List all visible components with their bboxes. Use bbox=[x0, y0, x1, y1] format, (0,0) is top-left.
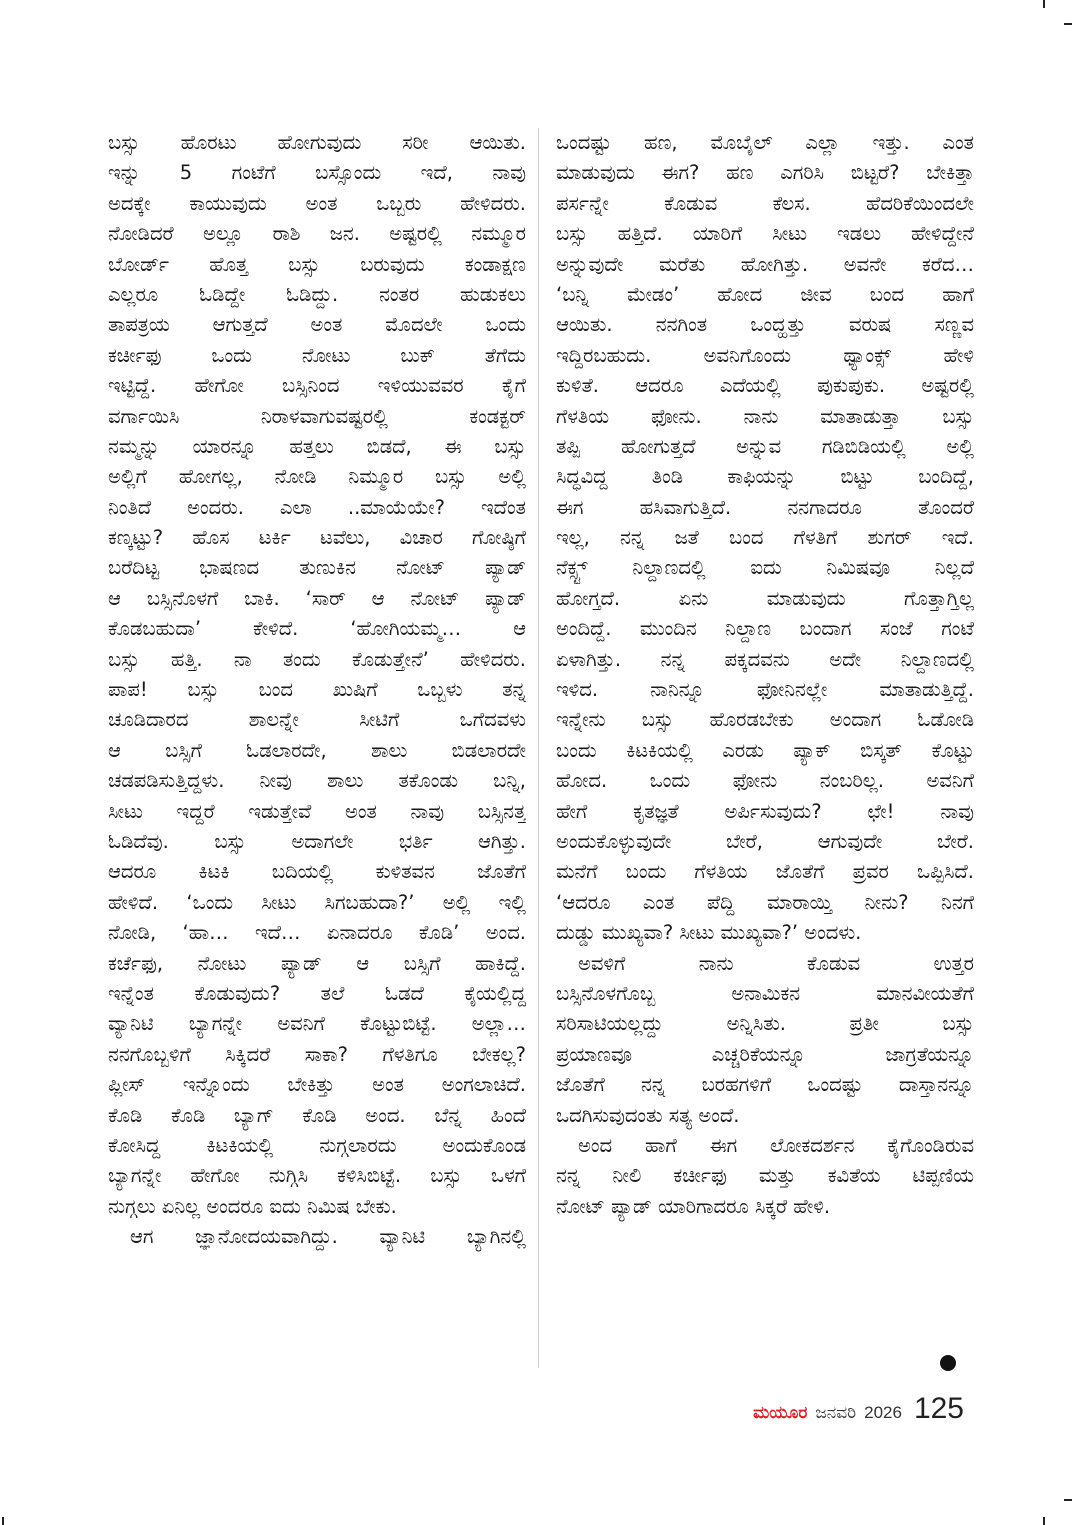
text-line: ತಾಪತ್ರಯ ಆಗುತ್ತದೆ ಅಂತ ಮೊದಲೇ ಒಂದು bbox=[108, 313, 526, 337]
text-line: ಆ ಬಸ್ಸಿನೊಳಗೆ ಬಾಕಿ. ‘ಸಾರ್ ಆ ನೋಟ್ ಪ್ಯಾಡ್ bbox=[108, 586, 526, 610]
text-line: ಚಡಪಡಿಸುತ್ತಿದ್ದಳು. ನೀವು ಶಾಲು ತಕೊಂಡು ಬನ್ನಿ, bbox=[108, 769, 526, 793]
text-line: ಅದಕ್ಕೇ ಕಾಯುವುದು ಅಂತ ಒಬ್ಬರು ಹೇಳಿದರು. bbox=[108, 191, 526, 215]
text-line: ದುಡ್ಡು ಮುಖ್ಯವಾ? ಸೀಟು ಮುಖ್ಯವಾ?’ ಅಂದಳು. bbox=[556, 921, 862, 945]
text-line: ಮನೆಗೆ ಬಂದು ಗೆಳತಿಯ ಜೊತೆಗೆ ಪ್ರವರ ಒಪ್ಪಿಸಿದೆ. bbox=[556, 860, 974, 884]
text-line: ಬರೆದಿಟ್ಟ ಭಾಷಣದ ತುಣುಕಿನ ನೋಟ್ ಪ್ಯಾಡ್ bbox=[108, 556, 526, 580]
text-line: ನುಗ್ಗಲು ಏನಿಲ್ಲ ಅಂದರೂ ಐದು ನಿಮಿಷ ಬೇಕು. bbox=[108, 1194, 397, 1218]
text-line: ಪ್ಲೀಸ್ ಇನ್ನೊಂದು ಬೇಕಿತ್ತು ಅಂತ ಅಂಗಲಾಚಿದೆ. bbox=[108, 1073, 526, 1097]
text-line: ಆದರೂ ಕಿಟಕಿ ಬದಿಯಲ್ಲಿ ಕುಳಿತವನ ಜೊತೆಗೆ bbox=[108, 860, 526, 884]
text-line: ಪ್ರಯಾಣವೂ ಎಚ್ಚರಿಕೆಯನ್ನೂ ಜಾಗ್ರತೆಯನ್ನೂ bbox=[556, 1042, 974, 1066]
text-line: ವ್ಯಾನಿಟಿ ಬ್ಯಾಗನ್ನೇ ಅವನಿಗೆ ಕೊಟ್ಟುಬಿಟ್ಟೆ. ಅಲ್ಲಾ… bbox=[108, 1012, 526, 1036]
text-line: ಇನ್ನೆಂತ ಕೊಡುವುದು? ತಲೆ ಓಡದೆ ಕೈಯಲ್ಲಿದ್ದ bbox=[108, 981, 526, 1005]
text-line: ನಮ್ಮನ್ನು ಯಾರನ್ನೂ ಹತ್ತಲು ಬಿಡದೆ, ಈ ಬಸ್ಸು bbox=[108, 434, 526, 458]
text-line: ನನ್ನ ನೀಲಿ ಕರ್ಚೀಫು ಮತ್ತು ಕವಿತೆಯ ಟಿಪ್ಪಣಿಯ bbox=[556, 1164, 974, 1188]
text-line: ಓಡಿದೆವು. ಬಸ್ಸು ಅದಾಗಲೇ ಭರ್ತಿ ಆಗಿತ್ತು. bbox=[108, 829, 526, 853]
text-line: ಕೋಸಿದ್ದ ಕಿಟಕಿಯಲ್ಲಿ ನುಗ್ಗಲಾರದು ಅಂದುಕೊಂಡ bbox=[108, 1133, 526, 1157]
text-line: ಒಂದಷ್ಟು ಹಣ, ಮೊಬೈಲ್ ಎಲ್ಲಾ ಇತ್ತು. ಎಂತ bbox=[556, 131, 974, 154]
text-line: ನೋಟ್ ಪ್ಯಾಡ್ ಯಾರಿಗಾದರೂ ಸಿಕ್ಕರೆ ಹೇಳಿ. bbox=[556, 1194, 831, 1218]
page-number: 125 bbox=[913, 1392, 964, 1425]
text-line: ಕೊಡಿ ಕೊಡಿ ಬ್ಯಾಗ್ ಕೊಡಿ ಅಂದ. ಬೆನ್ನ ಹಿಂದೆ bbox=[108, 1103, 526, 1127]
text-line: ಬ್ಯಾಗನ್ನೇ ಹೇಗೋ ನುಗ್ಗಿಸಿ ಕಳಿಸಿಬಿಟ್ಟೆ. ಬಸ್ಸು ಒಳಗೆ bbox=[108, 1164, 526, 1188]
text-line: ‘ಬನ್ನಿ ಮೇಡಂ’ ಹೋದ ಜೀವ ಬಂದ ಹಾಗೆ bbox=[556, 282, 974, 306]
text-line: ಇಲ್ಲ, ನನ್ನ ಜತೆ ಬಂದ ಗೆಳತಿಗೆ ಶುಗರ್ ಇದೆ. bbox=[556, 526, 974, 550]
text-line: ‘ಆದರೂ ಎಂತ ಪೆದ್ದಿ ಮಾರಾಯ್ತಿ ನೀನು? ನಿನಗೆ bbox=[556, 890, 974, 914]
text-line: ಚೂಡಿದಾರದ ಶಾಲನ್ನೇ ಸೀಟಿಗೆ ಒಗೆದವಳು bbox=[108, 708, 526, 732]
text-line: ಹೇಗೆ ಕೃತಜ್ಞತೆ ಅರ್ಪಿಸುವುದು? ಛೇ! ನಾವು bbox=[556, 799, 974, 823]
text-line: ಕರ್ಚೀಫು ಒಂದು ನೋಟು ಬುಕ್ ತೆಗೆದು bbox=[108, 343, 526, 367]
text-line: ಹೋದ. ಒಂದು ಫೋನು ನಂಬರಿಲ್ಲ. ಅವನಿಗೆ bbox=[556, 769, 974, 793]
text-line: ಕೊಡಬಹುದಾ’ ಕೇಳಿದೆ. ‘ಹೋಗಿಯಮ್ಮ… ಆ bbox=[108, 617, 526, 641]
issue-year: 2026 bbox=[864, 1403, 902, 1422]
text-line: ಇಟ್ಟಿದ್ದೆ. ಹೇಗೋ ಬಸ್ಸಿನಿಂದ ಇಳಿಯುವವರ ಕೈಗೆ bbox=[108, 374, 526, 398]
text-line: ಅನ್ನುವುದೇ ಮರೆತು ಹೋಗಿತ್ತು. ಅವನೇ ಕರೆದ… bbox=[556, 252, 974, 276]
text-line: ಕರ್ಚೆಫು, ನೋಟು ಪ್ಯಾಡ್ ಆ ಬಸ್ಸಿಗೆ ಹಾಕಿದ್ದೆ. bbox=[108, 951, 526, 975]
article-column-left bbox=[108, 128, 526, 1252]
text-line: ಬೋರ್ಡ್ ಹೊತ್ತ ಬಸ್ಸು ಬರುವುದು ಕಂಡಾಕ್ಷಣ bbox=[108, 252, 526, 276]
text-line: ಆಗ ಜ್ಞಾನೋದಯವಾಗಿದ್ದು. ವ್ಯಾನಿಟಿ ಬ್ಯಾಗಿನಲ್ಲಿ bbox=[130, 1225, 526, 1249]
issue-month: ಜನವರಿ bbox=[815, 1403, 857, 1423]
column-divider bbox=[538, 128, 539, 1368]
text-line: ತಪ್ಪಿ ಹೋಗುತ್ತದೆ ಅನ್ನುವ ಗಡಿಬಿಡಿಯಲ್ಲಿ ಅಲ್ಲಿ bbox=[556, 434, 974, 458]
text-line: ಹೇಳಿದೆ. ‘ಒಂದು ಸೀಟು ಸಿಗಬಹುದಾ?’ ಅಲ್ಲಿ ಇಲ್ಲಿ bbox=[108, 890, 526, 914]
text-line: ವರ್ಗಾಯಿಸಿ ನಿರಾಳವಾಗುವಷ್ಟರಲ್ಲಿ ಕಂಡಕ್ಟರ್ bbox=[108, 404, 526, 428]
text-line: ಬಸ್ಸು ಹೊರಟು ಹೋಗುವುದು ಸರೀ ಆಯಿತು. bbox=[108, 131, 526, 154]
magazine-name: ಮಯೂರ bbox=[753, 1403, 808, 1423]
text-line: ಅಂದ ಹಾಗೆ ಈಗ ಲೋಕದರ್ಶನ ಕೈಗೊಂಡಿರುವ bbox=[578, 1133, 974, 1157]
page-footer bbox=[753, 1392, 964, 1426]
text-line: ನೋಡಿ, ‘ಹಾ… ಇದೆ… ಏನಾದರೂ ಕೊಡಿ’ ಅಂದ. bbox=[108, 921, 526, 945]
text-line: ಈಗ ಹಸಿವಾಗುತ್ತಿದೆ. ನನಗಾದರೂ ತೊಂದರೆ bbox=[556, 495, 974, 519]
text-line: ಗೆಳತಿಯ ಫೋನು. ನಾನು ಮಾತಾಡುತ್ತಾ ಬಸ್ಸು bbox=[556, 404, 974, 428]
text-line: ಆಯಿತು. ನನಗಿಂತ ಒಂದ್ಹತ್ತು ವರುಷ ಸಣ್ಣವ bbox=[556, 313, 974, 337]
text-line: ಹೋಗ್ತದೆ. ಏನು ಮಾಡುವುದು ಗೊತ್ತಾಗ್ತಿಲ್ಲ bbox=[556, 586, 974, 610]
text-line: ಇಳಿದ. ನಾನಿನ್ನೂ ಫೋನಿನಲ್ಲೇ ಮಾತಾಡುತ್ತಿದ್ದೆ. bbox=[556, 678, 974, 702]
text-line: ಏಳಾಗಿತ್ತು. ನನ್ನ ಪಕ್ಕದವನು ಅದೇ ನಿಲ್ದಾಣದಲ್ಲಿ bbox=[556, 647, 974, 671]
text-line: ಇದ್ದಿರಬಹುದು. ಅವನಿಗೊಂದು ಥ್ಯಾಂಕ್ಸ್ ಹೇಳಿ bbox=[556, 343, 974, 367]
text-line: ಅಲ್ಲಿಗೆ ಹೋಗಲ್ಲ, ನೋಡಿ ನಿಮ್ಮೂರ ಬಸ್ಸು ಅಲ್ಲಿ bbox=[108, 465, 526, 489]
text-line: ಒದಗಿಸುವುದಂತು ಸತ್ಯ ಅಂದೆ. bbox=[556, 1103, 740, 1127]
text-line: ಎಲ್ಲರೂ ಓಡಿದ್ದೇ ಓಡಿದ್ದು. ನಂತರ ಹುಡುಕಲು bbox=[108, 282, 526, 306]
text-line: ಬಸ್ಸು ಹತ್ತಿ. ನಾ ತಂದು ಕೊಡುತ್ತೇನೆ’ ಹೇಳಿದರು. bbox=[108, 647, 526, 671]
text-line: ಕುಳಿತೆ. ಆದರೂ ಎದೆಯಲ್ಲಿ ಪುಕುಪುಕು. ಅಷ್ಟರಲ್ಲಿ bbox=[556, 374, 974, 398]
text-line: ಸಿದ್ಧವಿದ್ದ ತಿಂಡಿ ಕಾಫಿಯನ್ನು ಬಿಟ್ಟು ಬಂದಿದ್ದೆ, bbox=[556, 465, 974, 489]
text-line: ನೆಕ್ಸ್ಟ್ ನಿಲ್ದಾಣದಲ್ಲಿ ಐದು ನಿಮಿಷವೂ ನಿಲ್ಲದೆ bbox=[556, 556, 974, 580]
article-column-right bbox=[556, 128, 974, 1222]
text-line: ಜೊತೆಗೆ ನನ್ನ ಬರಹಗಳಿಗೆ ಒಂದಷ್ಟು ದಾಸ್ತಾನನ್ನೂ bbox=[556, 1073, 974, 1097]
text-line: ಪರ್ಸನ್ನೇ ಕೊಡುವ ಕೆಲಸ. ಹೆದರಿಕೆಯಿಂದಲೇ bbox=[556, 191, 974, 215]
text-line: ಮಾಡುವುದು ಈಗ? ಹಣ ಎಗರಿಸಿ ಬಿಟ್ಟರೆ? ಬೇಕಿತ್ತಾ bbox=[556, 161, 974, 185]
text-line: ಇನ್ನೇನು ಬಸ್ಸು ಹೊರಡಬೇಕು ಅಂದಾಗ ಓಡೋಡಿ bbox=[556, 708, 974, 732]
text-line: ಅಂದಿದ್ದೆ. ಮುಂದಿನ ನಿಲ್ದಾಣ ಬಂದಾಗ ಸಂಜೆ ಗಂಟೆ bbox=[556, 617, 974, 641]
text-line: ನೋಡಿದರೆ ಅಲ್ಲೂ ರಾಶಿ ಜನ. ಅಷ್ಟರಲ್ಲಿ ನಮ್ಮೂರ bbox=[108, 222, 526, 246]
crop-mark-top-right-vertical bbox=[1043, 0, 1045, 8]
text-line: ಬಸ್ಸಿನೊಳಗೊಬ್ಬ ಅನಾಮಿಕನ ಮಾನವೀಯತೆಗೆ bbox=[556, 981, 974, 1005]
text-line: ಸೀಟು ಇದ್ದರೆ ಇಡುತ್ತೇವೆ ಅಂತ ನಾವು ಬಸ್ಸಿನತ್ತ bbox=[108, 799, 526, 823]
text-line: ನನಗೊಬ್ಬಳಿಗೆ ಸಿಕ್ಕಿದರೆ ಸಾಕಾ? ಗೆಳತಿಗೂ ಬೇಕಲ್ಲ? bbox=[108, 1042, 526, 1066]
text-line: ಬಂದು ಕಿಟಕಿಯಲ್ಲಿ ಎರಡು ಪ್ಯಾಕ್ ಬಿಸ್ಕತ್ ಕೊಟ್ಟು bbox=[556, 738, 974, 762]
text-line: ಬಸ್ಸು ಹತ್ತಿದೆ. ಯಾರಿಗೆ ಸೀಟು ಇಡಲು ಹೇಳಿದ್ದೇನೆ bbox=[556, 222, 974, 246]
text-line: ನಿಂತಿದೆ ಅಂದರು. ಎಲಾ ..ಮಾಯೆಯೇ? ಇದೆಂತ bbox=[108, 495, 526, 519]
text-line: ಅಂದುಕೊಳ್ಳುವುದೇ ಬೇರೆ, ಆಗುವುದೇ ಬೇರೆ. bbox=[556, 829, 974, 853]
text-line: ಕಣ್ಕಟ್ಟು? ಹೊಸ ಟರ್ಕಿ ಟವೆಲು, ವಿಚಾರ ಗೋಷ್ಠಿಗೆ bbox=[108, 526, 526, 550]
text-line: ಪಾಪ! ಬಸ್ಸು ಬಂದ ಖುಷಿಗೆ ಒಬ್ಬಳು ತನ್ನ bbox=[108, 678, 526, 702]
crop-mark-top-right-horizontal bbox=[1064, 23, 1072, 25]
text-line: ಆ ಬಸ್ಸಿಗೆ ಓಡಲಾರದೇ, ಶಾಲು ಬಿಡಲಾರದೇ bbox=[108, 738, 526, 762]
text-line: ಸರಿಸಾಟಿಯಲ್ಲದ್ದು ಅನ್ನಿಸಿತು. ಪ್ರತೀ ಬಸ್ಸು bbox=[556, 1012, 974, 1036]
crop-mark-bottom-right-vertical bbox=[1043, 1517, 1045, 1525]
end-of-article-bullet-icon bbox=[940, 1355, 956, 1371]
text-line: ಇನ್ನು 5 ಗಂಟೆಗೆ ಬಸ್ಸೊಂದು ಇದೆ, ನಾವು bbox=[108, 161, 526, 185]
crop-mark-bottom-left-vertical bbox=[2, 1517, 4, 1525]
text-line: ಅವಳಿಗೆ ನಾನು ಕೊಡುವ ಉತ್ತರ bbox=[578, 951, 974, 975]
article-page bbox=[108, 128, 974, 1378]
crop-mark-bottom-right-horizontal bbox=[1064, 1499, 1072, 1501]
